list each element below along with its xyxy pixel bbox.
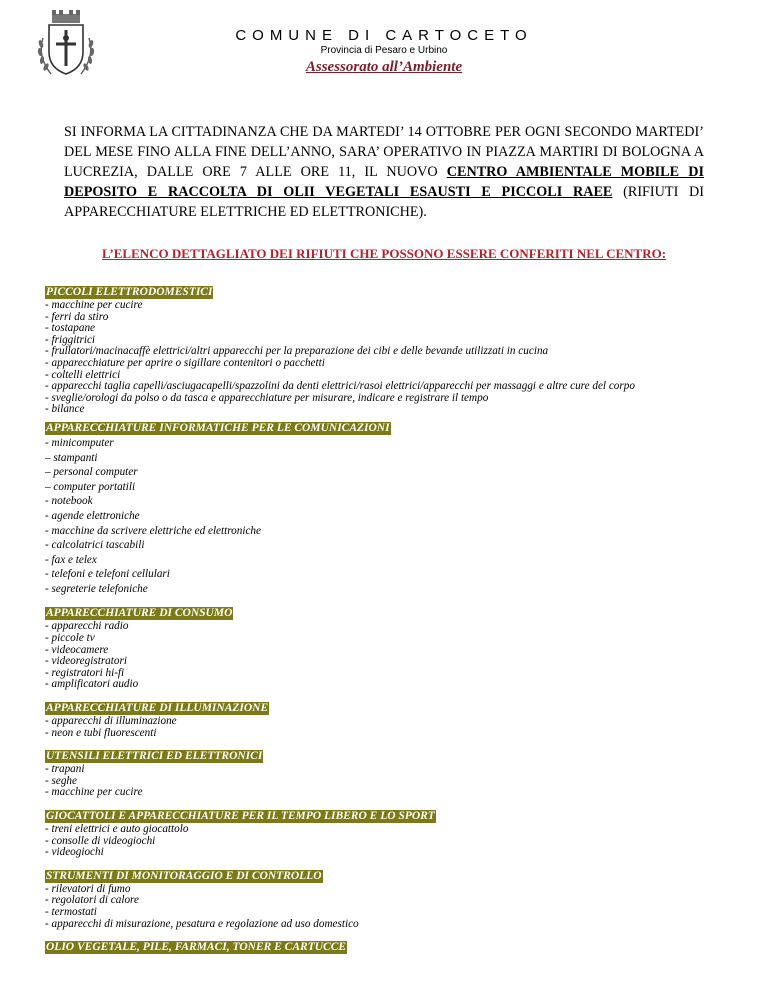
category-items (45, 621, 725, 691)
department-title: Assessorato all’Ambiente (305, 59, 463, 75)
category-title: PICCOLI ELETTRODOMESTICI (46, 286, 213, 298)
list-item: - videogiochi (45, 846, 104, 859)
list-item: - trapani (45, 763, 85, 776)
category-title: OLIO VEGETALE, PILE, FARMACI, TONER E CARTUCCE (46, 941, 347, 954)
list-item: - fax e telex (45, 553, 97, 566)
list-item: - telefoni e telefoni cellulari (45, 568, 170, 581)
municipal-crest-icon (35, 8, 97, 80)
category-items (45, 884, 725, 930)
list-item: - neon e tubi fluorescenti (45, 726, 157, 739)
category-title: UTENSILI ELETTRICI ED ELETTRONICI (46, 750, 263, 763)
list-item: - apparecchiature per aprire o sigillare contenitori o pacchetti (45, 356, 325, 369)
category-section (45, 698, 725, 739)
list-item: - videocamere (45, 643, 109, 656)
province-subtitle: Provincia di Pesaro e Urbino (320, 45, 448, 56)
list-item: – stampanti (45, 451, 98, 464)
category-title: STRUMENTI DI MONITORAGGIO E DI CONTROLLO (46, 869, 322, 882)
list-item: - agende elettroniche (45, 509, 140, 522)
list-item: - coltelli elettrici (45, 368, 121, 381)
category-items (45, 716, 725, 739)
list-item: - friggitrici (45, 333, 96, 346)
category-section (45, 746, 725, 799)
municipality-title: COMUNE DI CARTOCETO (235, 27, 533, 44)
list-item: - bilance (45, 403, 85, 416)
category-section (45, 806, 725, 859)
list-item: - sveglie/orologi da polso o da tasca e apparecchiature per misurare, indicare e registrare il tempo (45, 391, 489, 404)
list-item: - tostapane (45, 322, 96, 335)
list-item: - apparecchi radio (45, 620, 129, 633)
list-item: - calcolatrici tascabili (45, 539, 145, 552)
category-items (45, 300, 725, 416)
list-item: - macchine da scrivere elettriche ed elettroniche (45, 524, 261, 537)
category-title: APPARECCHIATURE INFORMATICHE PER LE COMUNICAZIONI (46, 421, 390, 434)
list-item: - macchine per cucire (45, 299, 143, 311)
list-item: - notebook (45, 495, 93, 508)
waste-category-list (45, 282, 725, 957)
list-item: - apparecchi di illuminazione (45, 715, 177, 728)
list-item: - treni elettrici e auto giocattolo (45, 823, 189, 835)
list-item: - ferri da stiro (45, 310, 109, 323)
list-item: - rilevatori di fumo (45, 882, 131, 895)
category-title: GIOCATTOLI E APPARECCHIATURE PER IL TEMPO LIBERO E LO SPORT (46, 810, 435, 822)
category-section (45, 603, 725, 691)
category-section (45, 418, 725, 597)
list-item: - regolatori di calore (45, 894, 139, 907)
category-title: APPARECCHIATURE DI CONSUMO (46, 607, 233, 620)
list-item: - termostati (45, 905, 97, 918)
list-item: - piccole tv (45, 632, 95, 645)
category-title: APPARECCHIATURE DI ILLUMINAZIONE (46, 702, 269, 715)
announcement-text: SI INFORMA LA CITTADINANZA CHE DA MARTEDI’ 14 OTTOBRE PER OGNI SECONDO MARTEDI’ DEL MESE FINO ALLA FINE DELL’ANNO, SARA’ OPERATIVO IN PIAZZA MARTIRI DI BOLOGNA A LUCREZIA, DALLE ORE 7 ALLE ORE 11, IL NUOVO (64, 124, 704, 180)
category-section (45, 937, 725, 955)
list-item: – personal computer (45, 466, 138, 479)
list-item: - consolle di videogiochi (45, 834, 156, 847)
list-item: - registratori hi-fi (45, 666, 125, 679)
list-item: - amplificatori audio (45, 678, 139, 691)
list-item: - macchine per cucire (45, 786, 143, 799)
list-item: - frullatori/macinacaffè elettrici/altri apparecchi per la preparazione dei cibi e delle bevande utilizzati in cucina (45, 345, 549, 358)
category-items (45, 436, 725, 597)
list-item: - apparecchi taglia capelli/asciugacapelli/spazzolini da denti elettrici/rasoi elettrici/apparecchi per massaggi e altre cure del corpo (45, 380, 635, 393)
list-item: – computer portatili (45, 480, 136, 493)
announcement-tail: (RIFIUTI DI APPARECCHIATURE ELETTRICHE ED ELETTRONICHE). (64, 184, 704, 220)
announcement-paragraph (64, 122, 704, 222)
list-heading: L’ELENCO DETTAGLIATO DEI RIFIUTI CHE POSSONO ESSERE CONFERITI NEL CENTRO: (101, 246, 667, 261)
announcement-highlight: CENTRO AMBIENTALE MOBILE DI DEPOSITO E RACCOLTA DI OLII VEGETALI ESAUSTI E PICCOLI RAEE (64, 164, 704, 200)
category-items (45, 764, 725, 799)
category-section (45, 282, 725, 416)
list-item: - segreterie telefoniche (45, 582, 148, 595)
list-item: - seghe (45, 774, 77, 787)
list-item: - apparecchi di misurazione, pesatura e regolazione ad uso domestico (45, 917, 359, 930)
category-section (45, 866, 725, 930)
list-item: - videoregistratori (45, 655, 127, 668)
list-item: - minicomputer (45, 436, 114, 449)
category-items (45, 824, 725, 859)
